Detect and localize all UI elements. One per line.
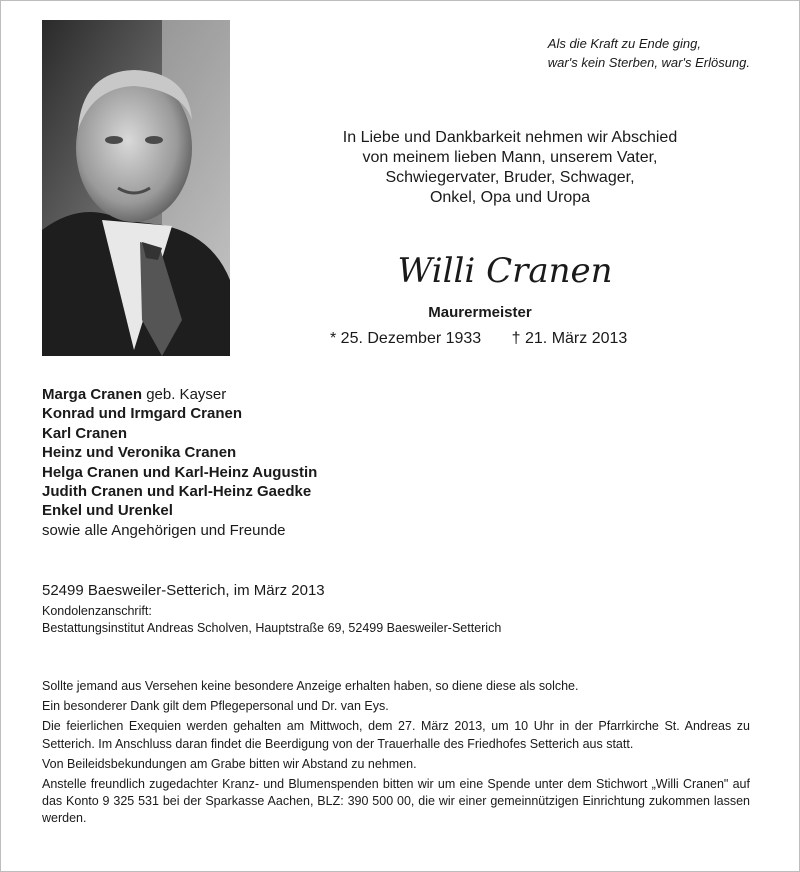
- condolence-label: Kondolenzanschrift:: [42, 604, 152, 618]
- intro-text: [270, 128, 750, 208]
- notice-paragraph: Die feierlichen Exequien werden gehalten am Mittwoch, dem 27. März 2013, um 10 Uhr in der Pfarrkirche St. Andreas zu Setterich. Im Anschluss daran findet die Beerdigung von der Trauerhalle des Friedhofes Setterich aus statt.: [42, 719, 750, 751]
- mourner-line: [42, 501, 317, 520]
- motto-line: Als die Kraft zu Ende ging,: [547, 36, 701, 51]
- deceased-profession: Maurermeister: [428, 304, 532, 321]
- mourner-line: [42, 404, 317, 423]
- place-date: 52499 Baesweiler-Setterich, im März 2013: [42, 582, 325, 599]
- intro-line: Onkel, Opa und Uropa: [429, 189, 591, 206]
- mourner-name: Judith Cranen und Karl-Heinz Gaedke: [42, 483, 312, 501]
- notice-paragraph: Sollte jemand aus Versehen keine besondere Anzeige erhalten haben, so diene diese als solche.: [42, 679, 579, 693]
- birth-date: * 25. Dezember 1933: [330, 330, 482, 347]
- mourner-line: [42, 385, 317, 404]
- mourner-line: [42, 463, 317, 482]
- mourner-line: [42, 521, 317, 540]
- mourner-name: Heinz und Veronika Cranen: [42, 444, 237, 462]
- mourner-name: Helga Cranen und Karl-Heinz Augustin: [42, 463, 318, 481]
- intro-line: Schwiegervater, Bruder, Schwager,: [385, 169, 635, 186]
- condolence-address: [42, 603, 501, 637]
- mourner-name: Konrad und Irmgard Cranen: [42, 405, 243, 423]
- notice-paragraph: Von Beileidsbekundungen am Grabe bitten wir Abstand zu nehmen.: [42, 756, 417, 771]
- mourner-line: [42, 482, 317, 501]
- mourner-note: geb. Kayser: [142, 386, 227, 403]
- motto-line: war's kein Sterben, war's Erlösung.: [547, 55, 750, 70]
- intro-line: von meinem lieben Mann, unserem Vater,: [362, 149, 658, 166]
- mourner-name: Enkel und Urenkel: [42, 502, 173, 520]
- mourner-name: Marga Cranen: [42, 386, 143, 403]
- life-dates: [330, 330, 627, 348]
- motto-verse: [548, 34, 750, 72]
- notice-paragraph: Anstelle freundlich zugedachter Kranz- und Blumenspenden bitten wir um eine Spende unter dem Stichwort „Willi Cranen" auf das Konto 9 325 531 bei der Sparkasse Aachen, BLZ: 390 500 00, die wir einer gemeinnützigen Einrichtung zukommen lassen werden.: [42, 777, 750, 826]
- notices-block: [42, 678, 750, 831]
- mourners-list: [42, 385, 317, 540]
- signature-image: [385, 242, 625, 298]
- signature-text: Willi Cranen: [397, 251, 613, 291]
- portrait-image: [42, 20, 230, 356]
- mourner-note: sowie alle Angehörigen und Freunde: [42, 521, 286, 539]
- mourner-line: [42, 424, 317, 443]
- intro-line: In Liebe und Dankbarkeit nehmen wir Abschied: [342, 129, 678, 146]
- deceased-name-signature: [385, 242, 625, 298]
- notice-paragraph: Ein besonderer Dank gilt dem Pflegepersonal und Dr. van Eys.: [42, 699, 389, 714]
- mourner-name: Karl Cranen: [42, 424, 128, 442]
- portrait-photo: [42, 20, 230, 356]
- condolence-address-line: Bestattungsinstitut Andreas Scholven, Hauptstraße 69, 52499 Baesweiler-Setterich: [42, 621, 502, 635]
- death-date: † 21. März 2013: [511, 330, 628, 347]
- mourner-line: [42, 443, 317, 462]
